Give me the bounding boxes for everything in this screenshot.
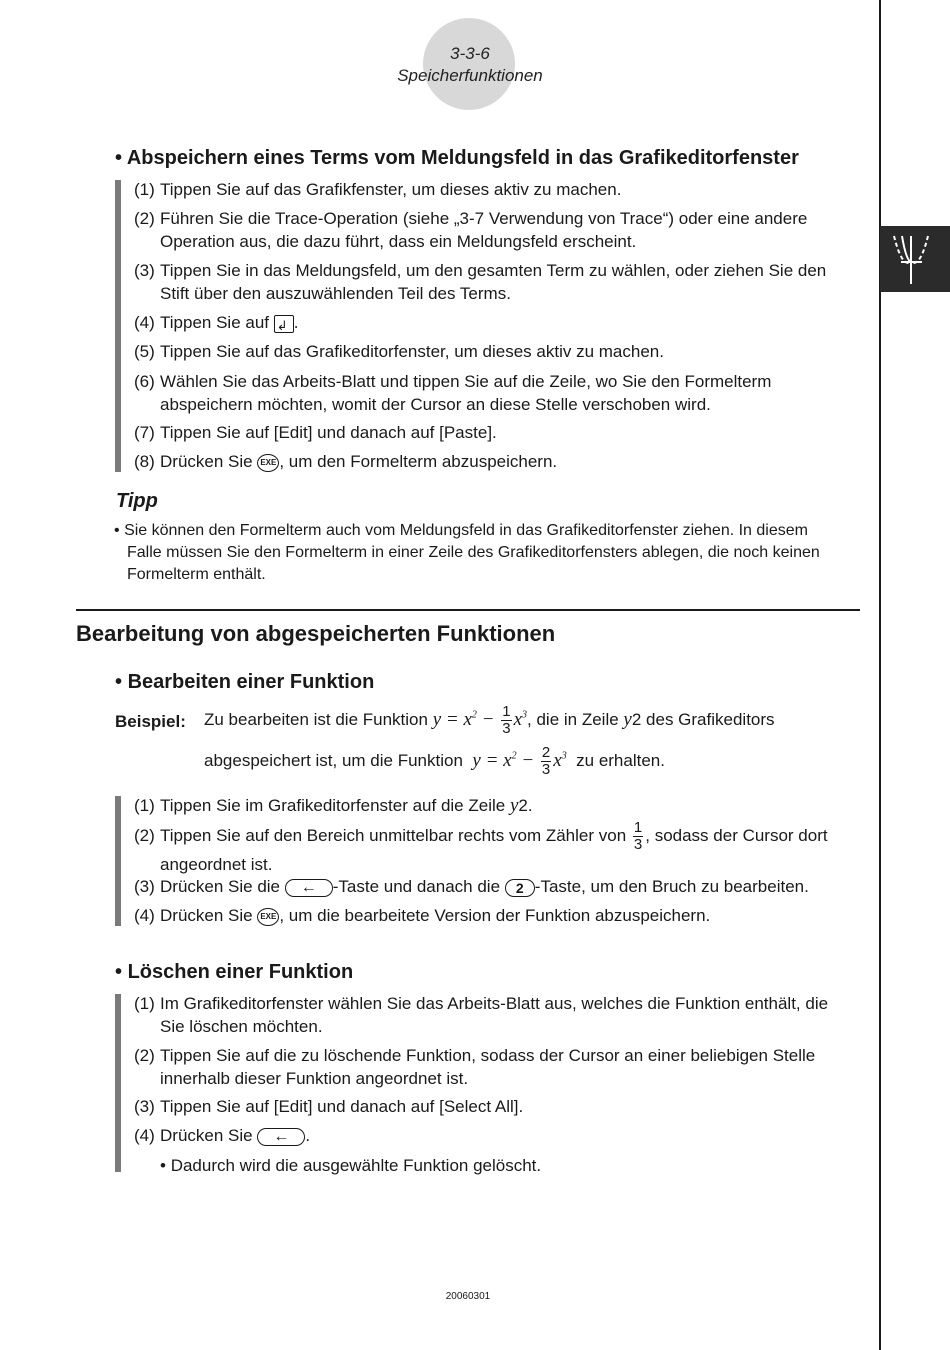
step-1-8: (8) Drücken Sie EXE , um den Formelterm abzuspeichern. [134, 452, 558, 471]
graph-editor-icon [880, 226, 950, 292]
step-3-2: (2) Tippen Sie auf die zu löschende Funktion, sodass der Cursor an einer beliebigen Stelle innerhalb dieser Funktion angeordnet ist. [134, 1046, 816, 1088]
store-key-icon [274, 315, 294, 333]
fraction-one-third: $\frac{1}{3}$ [502, 703, 511, 737]
backspace-key-icon [257, 1128, 305, 1146]
step-1-1: (1) Tippen Sie auf das Grafikfenster, um dieses aktiv zu machen. [134, 180, 622, 199]
example-line-2: abgespeichert ist, um die Funktion $y = x^2$ − $\frac{2}{3}$ $x^3$ zu erhalten. [204, 744, 665, 778]
section1-heading [115, 147, 799, 170]
step-1-5: (5) Tippen Sie auf das Grafikeditorfenster, um dieses aktiv zu machen. [134, 342, 664, 361]
fraction-two-thirds: $\frac{2}{3}$ [541, 744, 551, 778]
page-right-rule [879, 0, 881, 1350]
bullet: • [114, 522, 120, 539]
bullet: • [115, 147, 123, 169]
step-1-6: (6) Wählen Sie das Arbeits-Blatt und tippen Sie auf die Zeile, wo Sie den Formelterm abspeichern möchten, womit der Cursor an diese Stelle verschoben wird. [134, 372, 772, 414]
two-key-icon: 2 [505, 879, 535, 897]
step-3-4: (4) Drücken Sie ← . [134, 1124, 864, 1147]
step-2-4: (4) Drücken Sie EXE , um die bearbeitete Version der Funktion abzuspeichern. [134, 906, 711, 925]
chapter-tab [880, 226, 950, 292]
step-1-4: (4) Tippen Sie auf ↲ . [134, 311, 864, 334]
delete-note: • Dadurch wird die ausgewählte Funktion gelöscht. [160, 1156, 542, 1175]
chapter-title: Speicherfunktionen [397, 66, 543, 85]
exe-key-icon: EXE [257, 908, 279, 926]
footer-code: 20060301 [445, 1291, 491, 1302]
example-label: Beispiel: [115, 712, 186, 731]
sub2-heading: • Löschen einer Funktion [115, 961, 354, 983]
section1-heading-text: Abspeichern eines Terms vom Meldungsfeld in das Grafikeditorfenster [126, 147, 799, 169]
step-2-3: (3) Drücken Sie die ← -Taste und danach die 2 -Taste, um den Bruch zu bearbeiten. [134, 875, 864, 898]
header-circle [423, 18, 515, 110]
bullet: • [115, 961, 123, 983]
tipp-heading: Tipp [116, 490, 158, 512]
bullet: • [160, 1156, 166, 1175]
tipp-text: • Sie können den Formelterm auch vom Meldungsfeld in das Grafikeditorfenster ziehen. In diesem Falle müssen Sie den Formelterm in einer Zeile des Grafikeditorfensters ablegen, die noch keinen Formelterm enthält. [114, 522, 820, 583]
step-1-2: (2) Führen Sie die Trace-Operation (siehe „3-7 Verwendung von Trace“) oder eine andere Operation aus, die dazu führt, dass ein Meldungsfeld erscheint. [134, 209, 808, 251]
steps-bar [115, 180, 121, 472]
step-2-1: (1) Tippen Sie im Grafikeditorfenster auf die Zeile y2. [134, 795, 533, 816]
page-number: 3-3-6 [450, 44, 490, 63]
section2-title: Bearbeitung von abgespeicherten Funktionen [76, 621, 556, 646]
exe-key-icon: EXE [257, 454, 279, 472]
bullet: • [115, 671, 123, 693]
step-1-7: (7) Tippen Sie auf [Edit] und danach auf [Paste]. [134, 423, 497, 442]
step-3-3: (3) Tippen Sie auf [Edit] und danach auf [Select All]. [134, 1097, 524, 1116]
sub1-heading: • Bearbeiten einer Funktion [115, 671, 375, 693]
fraction-one-third: $\frac{1}{3}$ [633, 819, 643, 853]
step-3-1: (1) Im Grafikeditorfenster wählen Sie das Arbeits-Blatt aus, welches die Funktion enthält, die Sie löschen möchten. [134, 994, 829, 1036]
step-1-3: (3) Tippen Sie in das Meldungsfeld, um den gesamten Term zu wählen, oder ziehen Sie den Stift über den auszuwählenden Teil des Terms. [134, 261, 827, 303]
step-2-2: (2) Tippen Sie auf den Bereich unmittelbar rechts vom Zähler von $\frac{1}{3}$ , sodass der Cursor dort angeordnet ist. [134, 819, 828, 874]
example-line-1: Zu bearbeiten ist die Funktion $y = x^2$ − $\frac{1}{3}$ $x^3$, die in Zeile y2 des Grafikeditors [204, 703, 775, 737]
steps-bar [115, 796, 121, 926]
section-divider [76, 609, 860, 611]
steps-bar [115, 994, 121, 1172]
backspace-key-icon [285, 879, 333, 897]
